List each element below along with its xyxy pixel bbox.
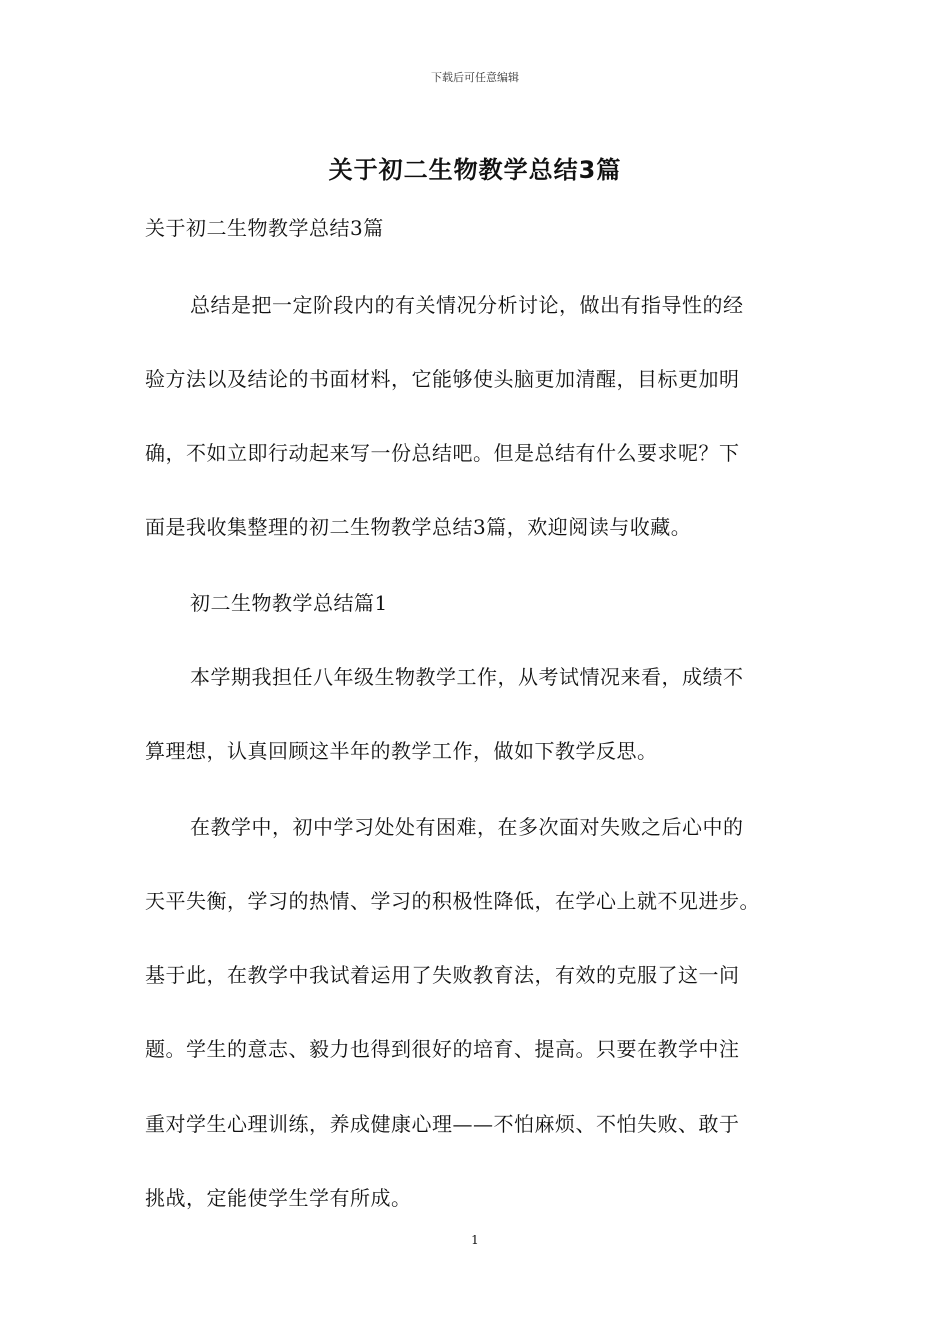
paragraph-line: 天平失衡，学习的热情、学习的积极性降低，在学心上就不见进步。 (145, 889, 760, 913)
paragraph-line: 本学期我担任八年级生物教学工作，从考试情况来看，成绩不 (190, 665, 744, 689)
page-number: 1 (471, 1233, 479, 1247)
paragraph-line: 题。学生的意志、毅力也得到很好的培育、提高。只要在教学中注 (145, 1037, 740, 1061)
document-title: 关于初二生物教学总结3篇 (328, 156, 622, 184)
header-note: 下载后可任意编辑 (431, 71, 519, 84)
paragraph-line: 面是我收集整理的初二生物教学总结3篇，欢迎阅读与收藏。 (145, 515, 692, 539)
paragraph-line: 挑战，定能使学生学有所成。 (145, 1186, 412, 1210)
section-heading: 初二生物教学总结篇1 (190, 591, 388, 615)
paragraph-line: 在教学中，初中学习处处有困难，在多次面对失败之后心中的 (190, 815, 744, 839)
subtitle-line: 关于初二生物教学总结3篇 (145, 216, 384, 240)
paragraph-line: 基于此，在教学中我试着运用了失败教育法，有效的克服了这一问 (145, 963, 740, 987)
paragraph-line: 总结是把一定阶段内的有关情况分析讨论，做出有指导性的经 (190, 293, 744, 317)
paragraph-line: 重对学生心理训练，养成健康心理——不怕麻烦、不怕失败、敢于 (145, 1112, 740, 1136)
paragraph-line: 确，不如立即行动起来写一份总结吧。但是总结有什么要求呢？下 (145, 441, 740, 465)
paragraph-line: 算理想，认真回顾这半年的教学工作，做如下教学反思。 (145, 739, 658, 763)
paragraph-line: 验方法以及结论的书面材料，它能够使头脑更加清醒，目标更加明 (145, 367, 740, 391)
